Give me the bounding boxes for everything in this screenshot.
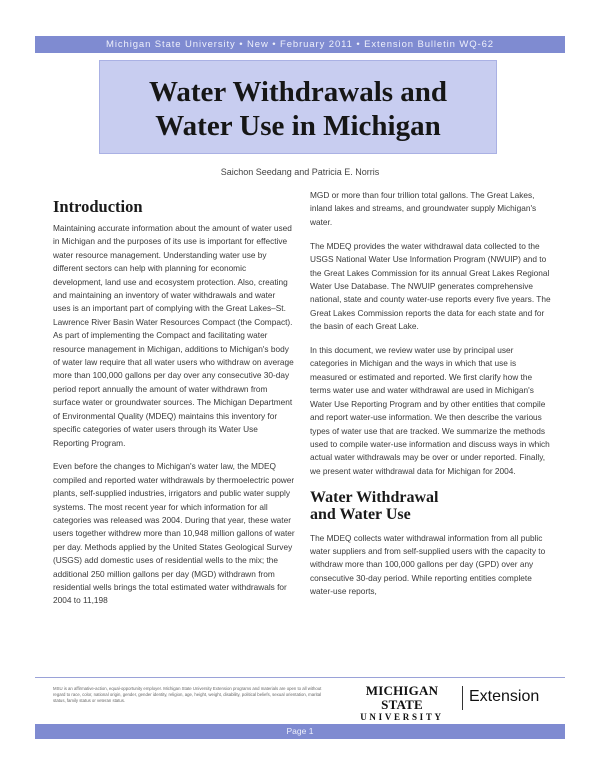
series-header-bar: Michigan State University • New • February 2011 • Extension Bulletin WQ-62 [35,36,565,53]
heading-line: and Water Use [310,505,411,523]
document-title [100,75,496,143]
paragraph: Maintaining accurate information about the amount of water used in Michigan and the purposes of its use is important for effective water resource management. Understanding water use by different sectors can help with planning for economic development, land use and ecosystem protection. Also, creating and maintaining an inventory of water withdrawals and water uses is an important part of complying with the Great Lakes–St. Lawrence River Basin Water Resources Compact (the Compact). As part of implementing the Compact and facilitating water resource management in Michigan, additions to Michigan's body of water law require that all water users who withdraw on average more than 100,000 gallons per day over any consecutive 30-day period report annually the amount of water withdrawn from surface water or groundwater sources. The Michigan Department of Environmental Quality (MDEQ) maintains this inventory for specific categories of water users through its Water Use Reporting Program. [53,223,294,448]
title-box [99,60,497,154]
title-line-2: Water Use in Michigan [155,110,441,142]
authors: Saichon Seedang and Patricia E. Norris [220,167,380,177]
logo-line-1: MICHIGAN STATE [365,683,439,712]
paragraph: MGD or more than four trillion total gallons. The Great Lakes, inland lakes and streams, and groundwater supply Michigan's water. [310,190,537,227]
paragraph: In this document, we review water use by principal user categories in Michigan and the ways in which that use is measured or estimated and reported. We first clarify how the terms water use and water withdrawal are used in Michigan's Water Use Reporting Program and by other entities that compile and report water-use information. We then describe the various types of water use that are tracked. We summarize the methods used to compile water-use information and discuss ways in which actual water withdrawals may be over or under reported. Finally, we present water withdrawal data for Michigan for 2004. [310,345,550,476]
logo-line-2: UNIVERSITY [360,712,444,722]
msu-logo [349,684,455,723]
title-line-1: Water Withdrawals and [148,76,448,108]
section-heading-introduction: Introduction [53,197,143,216]
footer-divider [35,677,565,678]
paragraph: The MDEQ provides the water withdrawal data collected to the USGS National Water Use Information Program (NWUIP) and to the Great Lakes Commission for its annual Great Lakes Regional Water Use Database. The NWUIP generates comprehensive national, state and county water-use reports every five years. The Great Lakes Commission reports the data for each state and for the basin of each Great Lake. [310,240,551,332]
paragraph: The MDEQ collects water withdrawal information from all public water suppliers and from self-supplied users with the capacity to withdraw more than 100,000 gallons per day (GPD) over any consecutive 30-day period. While reporting entities complete water-use reports, [310,532,546,597]
section-heading-water-withdrawal [310,489,552,523]
extension-label: Extension [469,688,540,705]
page-number-bar: Page 1 [35,724,565,739]
footnote: MSU is an affirmative-action, equal-opportunity employer. Michigan State University Extension programs and materials are open to all without regard to race, color, national origin, gender, gender identity, religion, age, height, weight, disability, political beliefs, sexual orientation, marital status, family status or veteran status. [53,686,322,703]
logo-divider [462,686,463,710]
right-column [310,189,552,609]
paragraph: Even before the changes to Michigan's water law, the MDEQ compiled and reported water withdrawals by thermoelectric power plants, self-supplied industries, irrigators and public water supply systems. The most recent year for which information for all categories was released was 2004. During that year, these water users together withdrew more than 10,948 million gallons of water per day. Methods applied by the United States Geological Survey (USGS) add domestic uses of residential wells to the mix; the additional 250 million gallons per day (MGD) withdrawn from residential wells brings the total estimated water withdrawals for 2004 to 11,198 [53,461,295,606]
heading-line: Water Withdrawal [310,488,439,506]
left-column [53,198,295,618]
